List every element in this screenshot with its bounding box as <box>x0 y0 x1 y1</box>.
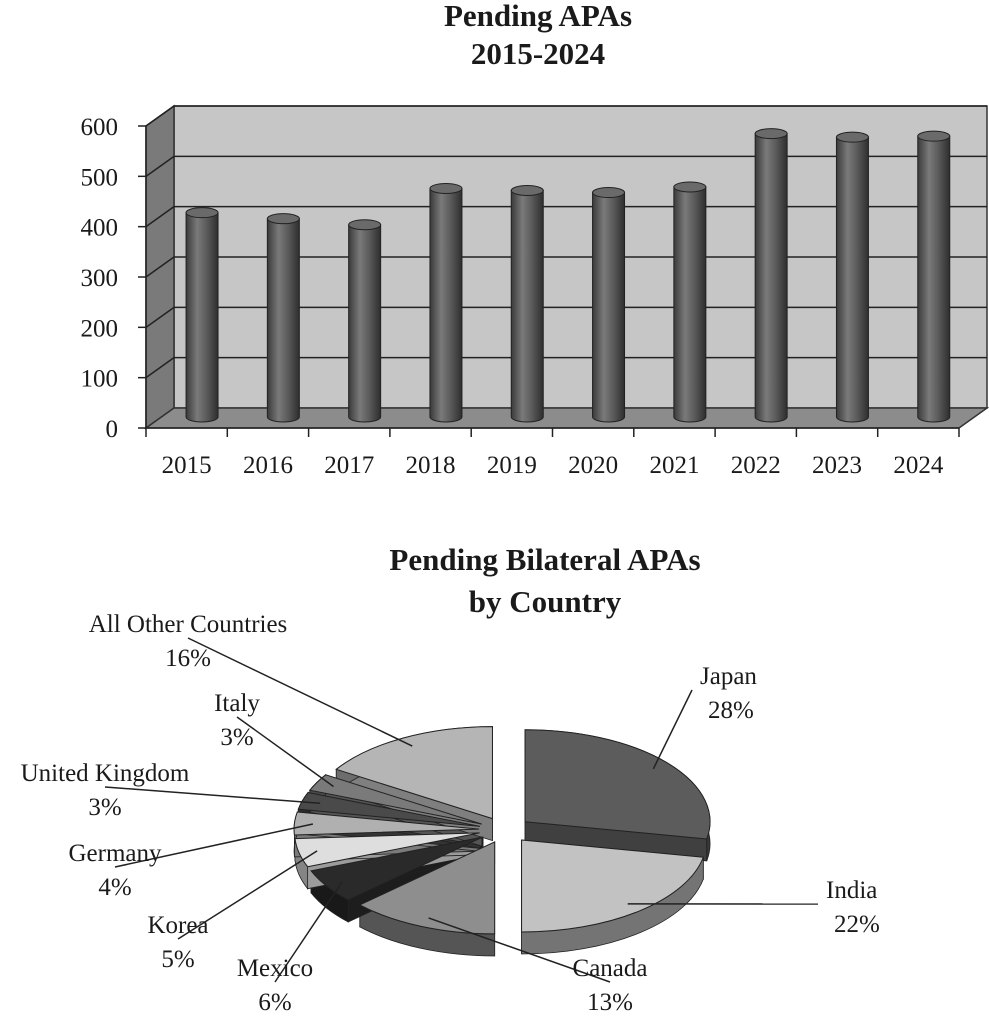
slice-value-label: 28% <box>708 697 754 724</box>
slice-value-label: 3% <box>220 724 254 751</box>
bar-top <box>267 214 299 224</box>
slice-value-label: 5% <box>161 946 195 973</box>
slice-label: Italy <box>214 690 260 717</box>
slice-label: All Other Countries <box>88 611 288 638</box>
slice-value-label: 13% <box>587 989 633 1016</box>
slice-label: Mexico <box>236 955 314 982</box>
bar-2023 <box>836 132 868 422</box>
bar-2018 <box>430 183 462 422</box>
x-tick-label: 2020 <box>568 452 619 479</box>
bar-top <box>349 220 381 230</box>
slice-value-label: 16% <box>165 645 211 672</box>
bar-top <box>511 186 543 196</box>
bar-body <box>836 137 868 422</box>
bar-top <box>674 182 706 192</box>
x-tick-label: 2018 <box>405 452 456 479</box>
y-tick-label: 600 <box>80 114 118 141</box>
slice-value-label: 22% <box>834 911 880 938</box>
bar-x-tick-labels <box>162 452 944 479</box>
bar-2024 <box>918 131 950 422</box>
bar-2017 <box>349 220 381 422</box>
bar-chart <box>81 0 988 479</box>
slice-value-label: 6% <box>258 989 292 1016</box>
x-tick-label: 2022 <box>730 452 781 479</box>
x-tick-label: 2024 <box>893 452 944 479</box>
bar-y-tick-labels <box>81 114 119 443</box>
bar-body <box>430 188 462 422</box>
slice-label: Germany <box>68 840 162 867</box>
y-tick-label: 500 <box>80 164 118 192</box>
y-tick-label: 0 <box>105 416 118 443</box>
slice-label: Korea <box>147 912 209 939</box>
y-tick-label: 400 <box>80 214 118 242</box>
bar-top <box>836 132 868 142</box>
bar-body <box>674 187 706 422</box>
bar-top <box>918 131 950 141</box>
bar-body <box>267 219 299 422</box>
leader-line <box>653 690 692 769</box>
bar-top <box>430 183 462 193</box>
slice-label: Japan <box>700 663 757 690</box>
slice-japan <box>525 730 710 839</box>
bar-2015 <box>186 208 218 422</box>
bar-2016 <box>267 214 299 422</box>
bar-body <box>186 213 218 422</box>
bar-chart-title: Pending APAs <box>443 0 633 33</box>
x-tick-label: 2019 <box>486 452 537 479</box>
y-tick-label: 100 <box>80 365 118 393</box>
bar-2019 <box>511 186 543 423</box>
x-tick-label: 2021 <box>649 452 700 479</box>
y-tick-label: 300 <box>80 265 118 292</box>
x-tick-label: 2017 <box>324 452 375 479</box>
bar-body <box>918 136 950 422</box>
bar-body <box>349 225 381 422</box>
x-tick-label: 2016 <box>242 452 293 479</box>
bar-body <box>593 193 625 422</box>
slice-label: United Kingdom <box>20 760 190 787</box>
slice-label: India <box>826 877 878 904</box>
bar-top <box>186 208 218 218</box>
bar-2020 <box>593 188 625 422</box>
slice-value-label: 4% <box>98 874 132 901</box>
bar-2021 <box>674 182 706 422</box>
slice-label: Canada <box>572 955 648 982</box>
bar-body <box>755 134 787 422</box>
pie-chart-subtitle: by Country <box>468 584 622 619</box>
bar-chart-subtitle: 2015-2024 <box>470 36 606 71</box>
bar-2022 <box>755 129 787 422</box>
x-tick-label: 2015 <box>161 452 212 479</box>
pie-chart <box>21 542 880 1016</box>
pie-chart-title: Pending Bilateral APAs <box>389 542 701 577</box>
slice-value-label: 3% <box>88 794 122 821</box>
bar-body <box>511 191 543 423</box>
y-tick-label: 200 <box>80 315 118 343</box>
x-tick-label: 2023 <box>812 452 863 479</box>
bar-top <box>593 188 625 198</box>
bar-top <box>755 129 787 139</box>
leader-line <box>105 787 320 803</box>
